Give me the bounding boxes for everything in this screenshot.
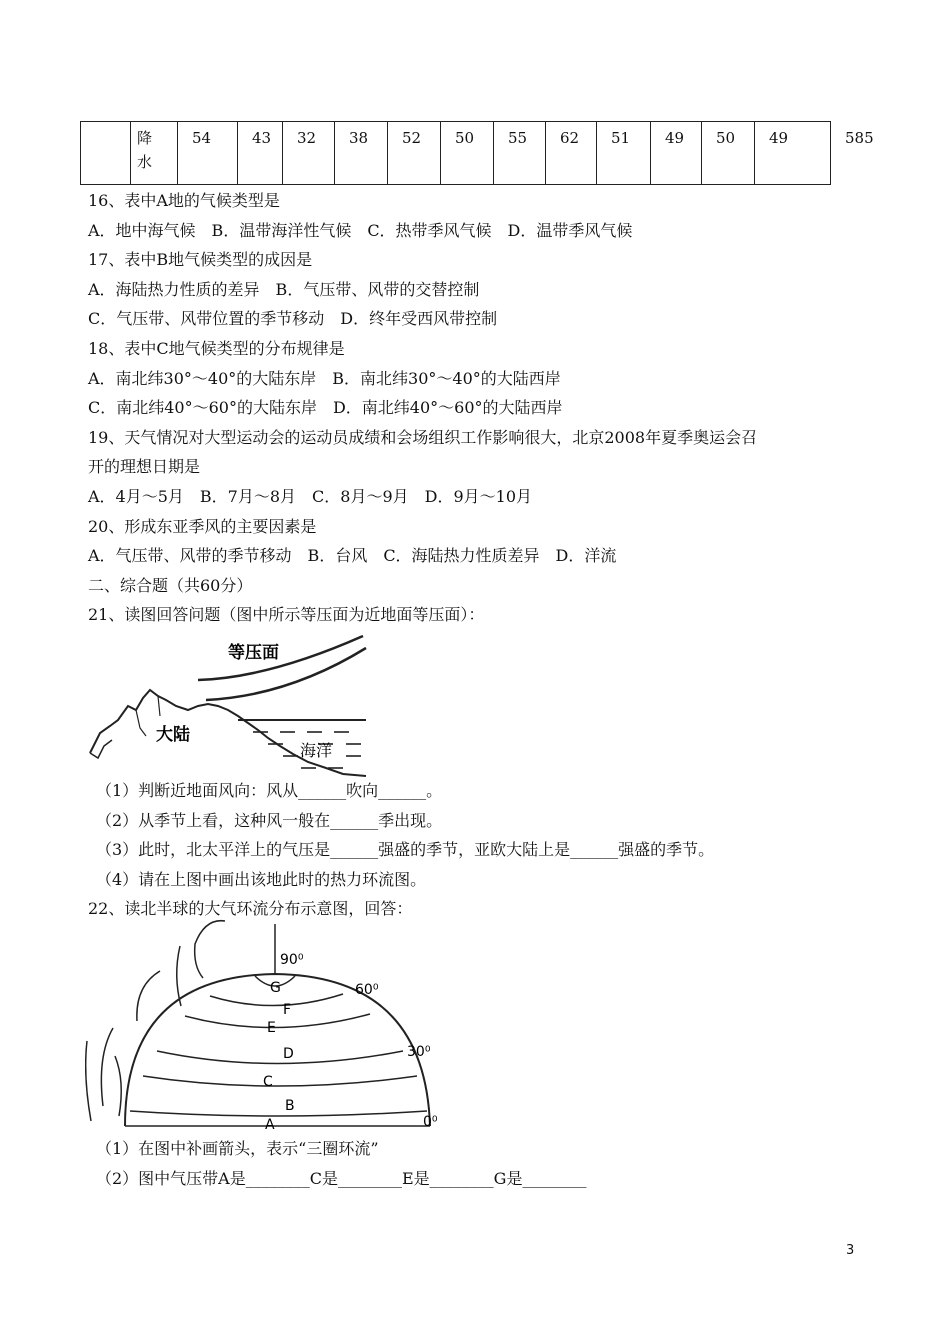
- q21-part-1: （1）判断近地面风向：风从______吹向______。: [96, 781, 443, 800]
- q22-part-1: （1）在图中补画箭头，表示“三圈环流”: [96, 1139, 379, 1158]
- latitude-0-label: 0⁰: [423, 1114, 438, 1130]
- circulation-cell-sketch: [86, 1041, 91, 1121]
- table-row-label: 降 水: [131, 122, 178, 185]
- circulation-cell-sketch: [115, 1056, 121, 1116]
- table-row: 降 水 54 43 32 38 52 50 55 62 51 49 50 49 585: [81, 122, 831, 185]
- table-cell: 43: [238, 122, 283, 185]
- table-cell: 54: [178, 122, 238, 185]
- belt-label-f: F: [283, 1002, 292, 1018]
- belt-label-d: D: [283, 1046, 294, 1062]
- q20-stem: 20、形成东亚季风的主要因素是: [88, 516, 317, 536]
- questions-block: [88, 186, 868, 630]
- q18-options-1: A．南北纬30°～40°的大陆东岸 B．南北纬30°～40°的大陆西岸: [88, 368, 561, 388]
- q19-options: A．4月～5月 B．7月～8月 C．8月～9月 D．9月～10月: [88, 486, 533, 506]
- land-label: 大陆: [156, 725, 190, 745]
- q16-stem: 16、表中A地的气候类型是: [88, 191, 280, 210]
- table-cell: 49: [755, 122, 831, 185]
- precipitation-table: [80, 121, 874, 185]
- circulation-cell-sketch: [137, 971, 160, 1021]
- q18-options-2: C．南北纬40°～60°的大陆东岸 D．南北纬40°～60°的大陆西岸: [88, 398, 563, 418]
- table-cell: 62: [546, 122, 597, 185]
- q20-options: A．气压带、风带的季节移动 B．台风 C．海陆热力性质差异 D．洋流: [88, 546, 617, 566]
- table-cell: 50: [441, 122, 494, 185]
- belt-label-e: E: [267, 1020, 276, 1036]
- q21-stem: 21、读图回答问题（图中所示等压面为近地面等压面）：: [88, 605, 485, 625]
- belt-label-a: A: [265, 1117, 275, 1131]
- isobar-figure: [88, 628, 368, 778]
- belt-label-b: B: [285, 1098, 295, 1114]
- q19-stem-1: 19、天气情况对大型运动会的运动员成绩和会场组织工作影响很大，北京2008年夏季奥运会召: [88, 427, 758, 447]
- q22-parts: [88, 1134, 868, 1193]
- table-cell: 52: [388, 122, 441, 185]
- table-cell: 55: [494, 122, 546, 185]
- isobar-curve-upper: [198, 636, 363, 680]
- table-cell: 49: [651, 122, 702, 185]
- q17-options-2: C．气压带、风带位置的季节移动 D．终年受西风带控制: [88, 309, 498, 329]
- q21-part-4: （4）请在上图中画出该地此时的热力环流图。: [96, 869, 427, 889]
- belt-line-e: [185, 1014, 370, 1028]
- circulation-figure: [85, 916, 455, 1131]
- belt-label-g: G: [270, 980, 281, 996]
- table-cell: 38: [335, 122, 388, 185]
- circulation-cell-sketch: [101, 1028, 113, 1106]
- section-heading: 二、综合题（共60分）: [88, 575, 253, 595]
- table-cell: 32: [283, 122, 335, 185]
- isobar-label: 等压面: [228, 643, 279, 663]
- belt-label-c: C: [263, 1074, 273, 1090]
- table-cell: 50: [702, 122, 755, 185]
- hemisphere-outline: [125, 974, 430, 1126]
- belt-line-b: [130, 1111, 427, 1116]
- circulation-cell-sketch: [177, 946, 181, 1006]
- page-number: 3: [846, 1243, 855, 1258]
- ocean-label: 海洋: [300, 741, 333, 760]
- latitude-60-label: 60⁰: [355, 982, 379, 998]
- q22-stem: 22、读北半球的大气环流分布示意图，回答：: [88, 899, 413, 919]
- q17-stem: 17、表中B地气候类型的成因是: [88, 250, 313, 270]
- latitude-30-label: 30⁰: [407, 1044, 431, 1060]
- q21-part-2: （2）从季节上看，这种风一般在______季出现。: [96, 810, 443, 830]
- q22-part-2: （2）图中气压带A是________C是________E是________G是________: [96, 1168, 587, 1188]
- table-cell-empty: [81, 122, 131, 185]
- q18-stem: 18、表中C地气候类型的分布规律是: [88, 338, 345, 358]
- belt-line-c: [143, 1076, 417, 1086]
- table-cell: 51: [597, 122, 651, 185]
- q17-options-1: A．海陆热力性质的差异 B．气压带、风带的交替控制: [88, 279, 480, 299]
- belt-line-d: [157, 1051, 403, 1064]
- q21-parts: [88, 776, 868, 924]
- q21-part-3: （3）此时，北太平洋上的气压是______强盛的季节，亚欧大陆上是______强盛的季节。: [96, 840, 715, 860]
- q16-options: A．地中海气候 B．温带海洋性气候 C．热带季风气候 D．温带季风气候: [88, 220, 633, 240]
- land-detail: [90, 740, 112, 758]
- latitude-90-label: 90⁰: [280, 952, 304, 968]
- circulation-cell-sketch: [195, 921, 225, 978]
- q19-stem-2: 开的理想日期是: [88, 457, 201, 477]
- land-outline: [90, 690, 366, 776]
